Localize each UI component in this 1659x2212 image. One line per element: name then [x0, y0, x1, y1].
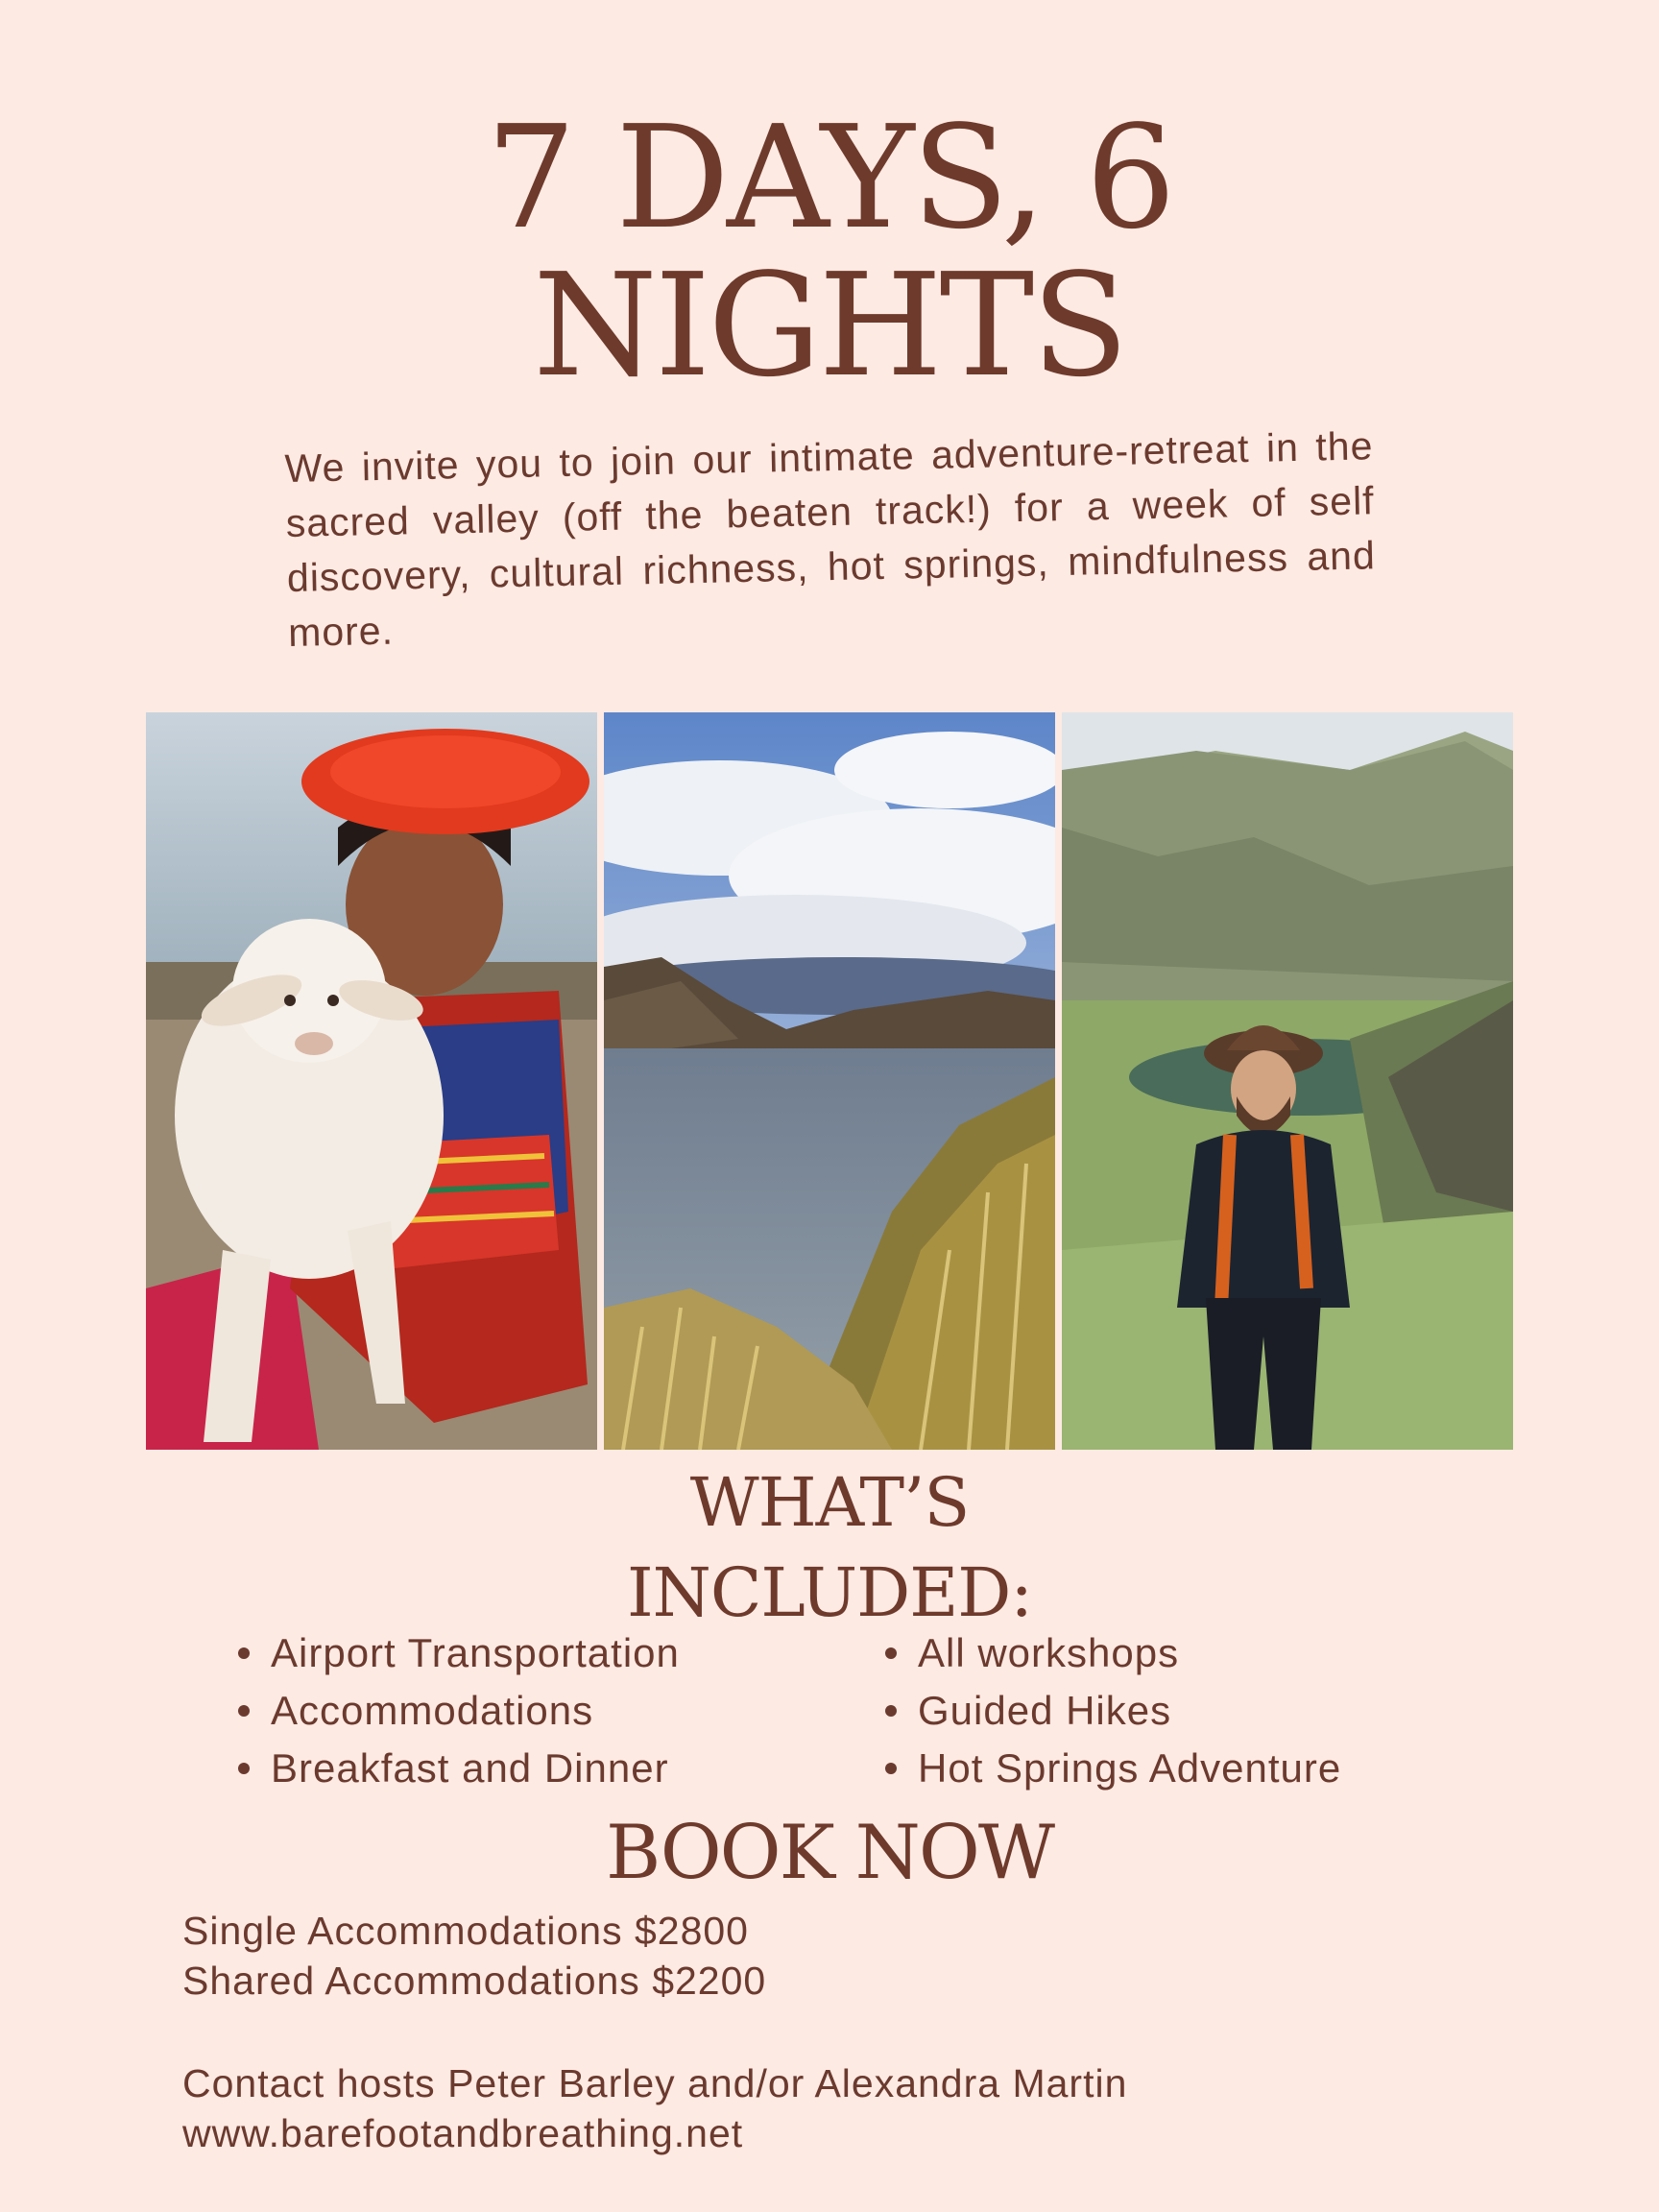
- bullet-icon: [238, 1705, 250, 1717]
- contact-info: [182, 2058, 1127, 2158]
- whats-included-line-2: INCLUDED:: [626, 1553, 1033, 1632]
- included-list-right: [885, 1624, 1341, 1797]
- list-item: Airport Transportation: [238, 1624, 680, 1682]
- list-item: Accommodations: [238, 1682, 680, 1740]
- included-list-left: [238, 1624, 680, 1797]
- bullet-icon: [885, 1763, 897, 1774]
- pricing: [182, 1906, 766, 2006]
- headline: [0, 95, 1659, 408]
- book-now-heading: BOOK NOW: [605, 1810, 1054, 1896]
- headline-line-1: 7 DAYS, 6: [486, 95, 1173, 260]
- headline-line-2: NIGHTS: [533, 243, 1126, 408]
- whats-included-line-1: WHAT’S: [689, 1463, 970, 1542]
- single-price: Single Accommodations $2800: [182, 1909, 749, 1953]
- list-item: Guided Hikes: [885, 1682, 1341, 1740]
- mountain-lake-photo: [604, 712, 1055, 1450]
- photo-strip: [146, 712, 1513, 1450]
- bullet-icon: [238, 1763, 250, 1774]
- girl-with-lamb-photo: [146, 712, 597, 1450]
- whats-included-heading: [0, 1457, 1659, 1638]
- list-item: Hot Springs Adventure: [885, 1740, 1341, 1797]
- bullet-icon: [885, 1647, 897, 1659]
- intro-paragraph: We invite you to join our intimate adventure-retreat in the sacred valley (off the beaten track!) for a week of self discovery, cultural richness, hot springs, mindfulness and more.: [284, 423, 1377, 655]
- hiker-photo: [1062, 712, 1513, 1450]
- shared-price: Shared Accommodations $2200: [182, 1959, 767, 2003]
- bullet-icon: [885, 1705, 897, 1717]
- website-link[interactable]: www.barefootandbreathing.net: [182, 2111, 744, 2155]
- list-item: All workshops: [885, 1624, 1341, 1682]
- list-item: Breakfast and Dinner: [238, 1740, 680, 1797]
- bullet-icon: [238, 1647, 250, 1659]
- contact-hosts: Contact hosts Peter Barley and/or Alexandra Martin: [182, 2061, 1128, 2105]
